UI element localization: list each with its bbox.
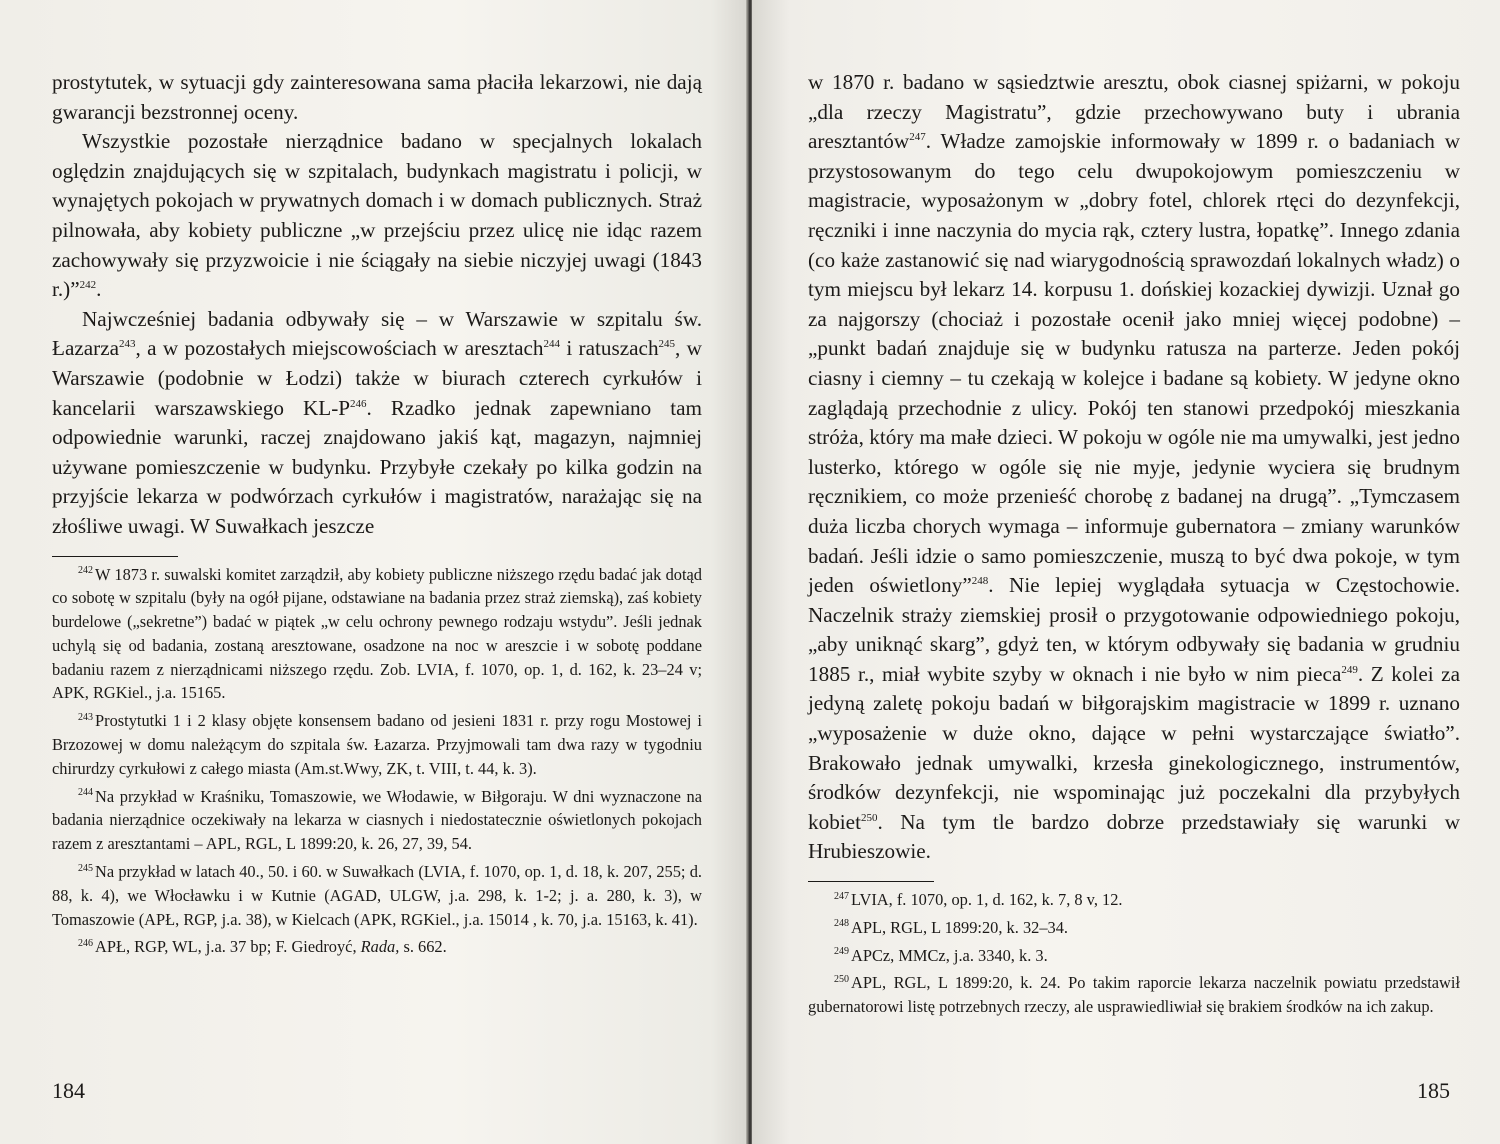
right-text-block [808,68,1460,1023]
page-number: 184 [52,1078,85,1103]
footnote-separator [808,881,934,882]
footnote-244 [52,785,702,856]
footnote-250 [808,971,1460,1019]
text-run: . Na tym tle bardzo dobrze przedstawiały się warunki w Hrubieszowie. [808,809,1460,864]
footnote-number: 246 [78,937,93,949]
footnote-number: 242 [78,565,93,577]
right-body-text [808,68,1460,867]
left-paragraph-1 [52,68,702,127]
note-ref-242[interactable]: 242 [79,279,97,292]
footnote-number: 250 [834,973,849,985]
footnote-text: Na przykład w Kraśniku, Tomaszowie, we Włodawie, w Biłgoraju. W dni wyznaczone na badania nierządnice oczekiwały na lekarza w ciasnych i niedostatecznie oświetlonych pokojach razem z aresztantami – APL, RGL, L 1899:20, k. 26, 27, 39, 54. [52,786,702,854]
footnote-text: APŁ, RGP, WL, j.a. 37 bp; F. Giedroyć, [95,937,361,957]
footnote-text: Na przykład w latach 40., 50. i 60. w Suwałkach (LVIA, f. 1070, op. 1, d. 18, k. 207, 255; d. 88, k. 4), we Włocławku i w Kutnie (AGAD, ULGW, j.a. 298, k. 1-2; j. a. 280, k. 3), w Tomaszowie (APŁ, RGP, j.a. 38), w Kielcach (APK, RGKiel., j.a. 15014 , k. 70, j.a. 15163, k. 41). [52,862,702,929]
footnote-number: 247 [834,890,849,902]
note-ref-248[interactable]: 248 [971,575,989,588]
footnote-text: s. 662. [399,937,447,957]
footnote-249 [808,944,1460,968]
text-run: i ratuszach [560,336,659,361]
text-run: w 1870 r. badano w sąsiedztwie aresztu, obok ciasnej spiżarni, w pokoju „dla rzeczy Magistratu”, gdzie przechowywano buty i ubrania aresztantów [808,70,1460,154]
footnote-text: Prostytutki 1 i 2 klasy objęte konsensem badano od jesieni 1831 r. przy rogu Mostowej i Brzozowej w domu należącym do szpitala św. Łazarza. Przyjmowali tam dwa razy w tygodniu chirurdzy cyrkułowi z całego miasta (Am.st.Wwy, ZK, t. VIII, t. 44, k. 3). [52,711,702,778]
footnote-text: APL, RGL, L 1899:20, k. 24. Po takim raporcie lekarza naczelnik powiatu przedstawił gubernatorowi listę potrzebnych rzeczy, ale usprawiedliwiał się brakiem środków na ich zakup. [808,973,1460,1017]
text-run: Wszystkie pozostałe nierządnice badano w specjalnych lokalach oględzin znajdujących się w szpitalach, budynkach magistratu i policji, w wynajętych pokojach w prywatnych domach i w domach publicznych. Straż pilnowała, aby kobiety publiczne „w przejściu przez ulicę nie idąc razem zachowywały się przyzwoicie i nie ściągały na siebie niczyjej uwagi (1843 r.)” [52,129,702,302]
footnote-text: W 1873 r. suwalski komitet zarządził, aby kobiety publiczne niższego rzędu badać jak dotąd co sobotę w szpitalu (były na ogół pijane, odstawiane na badania przez straż ziemską), zaś kobiety burdelowe („sekretne”) badać w piątek „w celu ochrony pewnego rodzaju wstydu”. Jeśli jednak uchylą się od badania, zostaną aresztowane, osadzone na noc w areszcie i w sobotę poddane badaniu razem z nierządnicami niższego rzędu. Zob. LVIA, f. 1070, op. 1, d. 162, k. 23–24 v; APK, RGKiel., j.a. 15165. [52,564,702,703]
note-ref-250[interactable]: 250 [860,811,878,824]
footnote-242 [52,563,702,706]
left-paragraph-3 [52,305,702,542]
footnote-247 [808,888,1460,912]
note-ref-246[interactable]: 246 [350,397,367,410]
text-run: . Nie lepiej wyglądała sytuacja w Częstochowie. Naczelnik straży ziemskiej prosił o przygotowanie odpowiedniego pokoju, „aby uniknąć skarg”, gdyż ten, w którym odbywały się badania w grudniu 1885 r., miał wybite szyby w oknach i nie było w nim pieca [808,573,1460,686]
text-run: prostytutek, w sytuacji gdy zainteresowana sama płaciła lekarzowi, nie dają gwarancji bezstronnej oceny. [52,70,702,124]
page-number: 185 [1417,1078,1450,1103]
note-ref-244[interactable]: 244 [543,338,561,351]
footnote-italic-title: Rada, [360,937,400,957]
footnote-248 [808,916,1460,940]
left-body-text [52,68,702,542]
left-footnotes [52,563,702,960]
text-run: , a w pozostałych miejscowościach w aresztach [135,336,544,361]
text-run: . Z kolei za jedyną zaletę pokoju badań w biłgorajskim magistracie w 1899 r. uznano „wyposażenie w duże okno, dające w pełni wystarczające światło”. Brakowało jednak umywalki, krzesła ginekologicznego, instrumentów, środków dezynfekcji, nie wspominając już poczekalni dla przybyłych kobiet [808,661,1460,834]
footnote-number: 244 [78,787,93,799]
footnote-number: 245 [78,862,93,874]
footnote-number: 243 [78,711,93,723]
note-ref-243[interactable]: 243 [119,338,136,351]
left-paragraph-2 [52,127,702,305]
left-page [0,0,748,1144]
text-run: , w Warszawie (podobnie w Łodzi) także w biurach czterech cyrkułów i kancelarii warszawskiego KL-P [52,336,702,420]
footnote-separator [52,556,178,557]
footnote-243 [52,709,702,780]
note-ref-249[interactable]: 249 [1341,663,1358,676]
footnote-text: APCz, MMCz, j.a. 3340, k. 3. [851,945,1048,965]
footnote-text: APL, RGL, L 1899:20, k. 32–34. [851,917,1069,937]
left-text-block [52,68,702,963]
footnote-number: 249 [834,946,849,958]
right-footnotes [808,888,1460,1019]
text-run: . [96,277,102,302]
footnote-number: 248 [834,918,849,930]
right-paragraph-1 [808,68,1460,867]
note-ref-245[interactable]: 245 [658,338,676,351]
text-run: . Rzadko jednak zapewniano tam odpowiednie warunki, raczej znajdowano jakiś kąt, magazyn, najmniej używane pomieszczenie w budynku. Przybyłe czekały po kilka godzin na przyjście lekarza w podwórzach cyrkułów i magistratów, narażając się na złośliwe uwagi. W Suwałkach jeszcze [52,395,702,538]
footnote-245 [52,860,702,931]
footnote-246 [52,935,702,959]
footnote-text: LVIA, f. 1070, op. 1, d. 162, k. 7, 8 v, 12. [851,890,1123,910]
right-page [752,0,1500,1144]
note-ref-247[interactable]: 247 [909,131,926,144]
text-run: . Władze zamojskie informowały w 1899 r. o badaniach w przystosowanym do tego celu dwupokojowym pomieszczeniu w magistracie, wyposażonym w „dobry fotel, chlorek rtęci do dezynfekcji, ręczniki i inne naczynia do mycia rąk, cztery lustra, łopatkę”. Innego zdania (co każe zastanowić się nad wiarygodnością sprawozdań lokalnych władz) o tym miejscu był lekarz 14. korpusu 1. dońskiej kozackiej dywizji. Uznał go za najgorszy (chociaż i pozostałe ocenił jako mniej więcej podobne) – „punkt badań znajduje się w budynku ratusza na parterze. Jeden pokój ciasny i ciemny – tu czekają w kolejce i badane są kobiety. W jedyne okno zaglądają przechodnie z ulicy. Pokój ten stanowi przedpokój mieszkania stróża, który ma małe dzieci. W pokoju w ogóle nie ma umywalki, jest jedno lusterko, którego w ogóle się nie myje, jedynie wyciera się brudnym ręcznikiem, co może przenieść chorobę z badanej na drugą”. „Tymczasem duża liczba chorych wymaga – informuje gubernatora – zmiany warunków badań. Jeśli idzie o samo pomieszczenie, muszą to być dwa pokoje, w tym jeden oświetlony” [808,129,1460,598]
text-run: Najwcześniej badania odbywały się – w Warszawie w szpitalu św. Łazarza [52,306,702,361]
